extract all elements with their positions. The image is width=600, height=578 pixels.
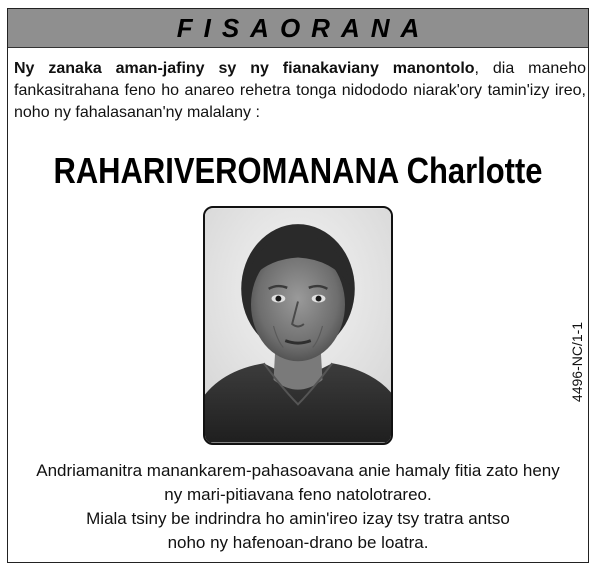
closing-line: Andriamanitra manankarem-pahasoavana anie hamaly fitia zato heny bbox=[36, 461, 560, 480]
header-band bbox=[8, 9, 588, 48]
portrait-photo bbox=[203, 206, 393, 445]
closing-line: noho ny hafenoan-drano be loatra. bbox=[167, 533, 429, 552]
deceased-name: RAHARIVEROMANANA Charlotte bbox=[53, 150, 543, 191]
intro-paragraph bbox=[14, 58, 586, 124]
notice-title: FISAORANA bbox=[176, 12, 431, 43]
portrait-photo-icon bbox=[205, 208, 391, 443]
closing-message bbox=[8, 459, 588, 555]
intro-text: , dia maneho fankasitrahana feno ho anareo rehetra tonga nidododo niarak'ory tamin'izy ireo, noho ny fahalasanan'ny malalany : bbox=[14, 60, 586, 121]
reference-code: 4496-NC/1-1 bbox=[569, 321, 585, 403]
closing-line: ny mari-pitiavana feno natolotrareo. bbox=[164, 485, 432, 504]
intro-bold-lead: Ny zanaka aman-jafiny sy ny fianakaviany manontolo bbox=[14, 60, 475, 77]
closing-line: Miala tsiny be indrindra ho amin'ireo izay tsy tratra antso bbox=[86, 509, 510, 528]
